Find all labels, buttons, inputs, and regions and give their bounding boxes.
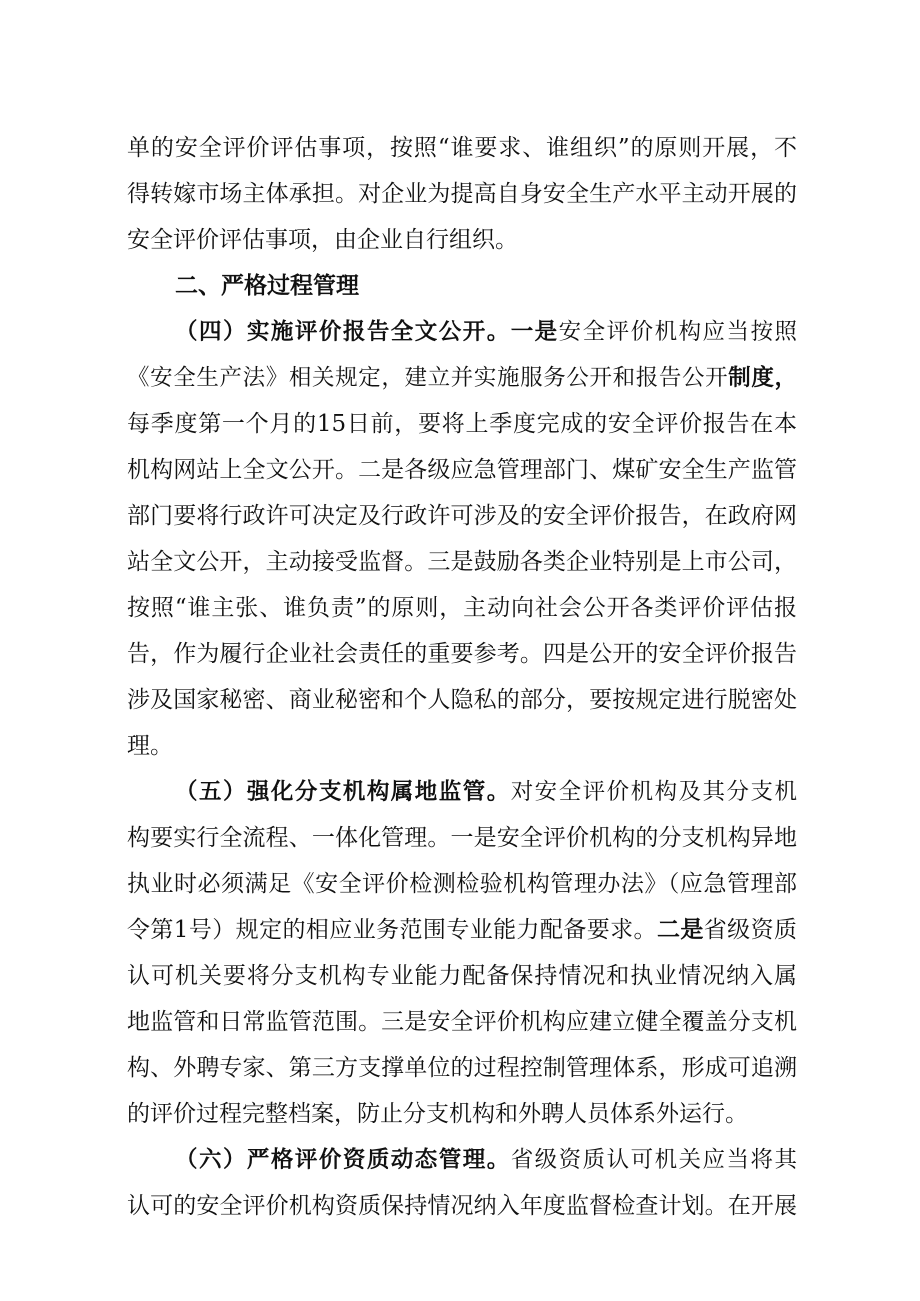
para4-title: （四）实施评价报告全文公开。 — [175, 319, 511, 345]
para5-line-4 — [127, 910, 797, 950]
text-run: 构、外聘专家、第三方支撑单位的过程控制管理体系，形成可追溯 — [127, 1055, 797, 1081]
intro-line-3 — [127, 220, 797, 260]
text-run: 得转嫁市场主体承担。对企业为提高自身安全生产水平主动开展的 — [127, 181, 797, 207]
para4-line-2 — [127, 358, 797, 398]
para4-line-8 — [127, 634, 797, 674]
para5-line-5 — [127, 956, 797, 996]
para5-bold-erce: 二是 — [656, 917, 704, 943]
para5-line-2 — [127, 818, 797, 858]
text-run: 对安全评价机构及其分支机 — [510, 779, 797, 805]
para4-line-5 — [127, 496, 797, 536]
para4-line-10 — [127, 726, 797, 766]
para5-line-6 — [127, 1002, 797, 1042]
para4-line-4 — [127, 450, 797, 490]
text-run: 执业时必须满足《安全评价检测检验机构管理办法》（应急管理部 — [127, 871, 797, 897]
para4-bold-zhidu: 制度， — [728, 365, 797, 391]
text-run: 认可的安全评价机构资质保持情况纳入年度监督检查计划。在开展 — [127, 1193, 797, 1219]
intro-line-1 — [127, 128, 797, 168]
text-run: 《安全生产法》相关规定，建立并实施服务公开和报告公开 — [127, 365, 729, 391]
para4-line-6 — [127, 542, 797, 582]
para5-line-3 — [127, 864, 797, 904]
para6-line-1 — [175, 1140, 797, 1180]
section-heading — [175, 266, 797, 306]
text-run: 地监管和日常监管范围。三是安全评价机构应建立健全覆盖分支机 — [127, 1009, 797, 1035]
text-run: 站全文公开，主动接受监督。三是鼓励各类企业特别是上市公司， — [127, 549, 797, 575]
para4-line-9 — [127, 680, 797, 720]
text-run: 部门要将行政许可决定及行政许可涉及的安全评价报告，在政府网 — [127, 503, 797, 529]
text-run: 涉及国家秘密、商业秘密和个人隐私的部分，要按规定进行脱密处 — [127, 687, 797, 713]
text-run: 令第1号）规定的相应业务范围专业能力配备要求。 — [127, 917, 657, 943]
text-run: 机构网站上全文公开。二是各级应急管理部门、煤矿安全生产监管 — [127, 457, 797, 483]
para6-line-2 — [127, 1186, 797, 1226]
text-run: 理。 — [127, 733, 173, 759]
para4-line-7 — [127, 588, 797, 628]
text-run: 告，作为履行企业社会责任的重要参考。四是公开的安全评价报告 — [127, 641, 797, 667]
text-run: 构要实行全流程、一体化管理。一是安全评价机构的分支机构异地 — [127, 825, 797, 851]
text-run: 单的安全评价评估事项，按照“谁要求、谁组织”的原则开展，不 — [127, 135, 797, 161]
text-run: 每季度第一个月的15日前，要将上季度完成的安全评价报告在本 — [127, 411, 797, 437]
text-run: 省级资质 — [703, 917, 797, 943]
text-run: 按照“谁主张、谁负责”的原则，主动向社会公开各类评价评估报 — [127, 595, 797, 621]
para6-title: （六）严格评价资质动态管理。 — [175, 1147, 511, 1173]
para5-line-7 — [127, 1048, 797, 1088]
text-run: 安全评价评估事项，由企业自行组织。 — [127, 227, 518, 253]
para4-line-1 — [175, 312, 797, 352]
text-run: 安全评价机构应当按照 — [558, 319, 797, 345]
para5-line-8 — [127, 1094, 797, 1134]
heading-text: 二、严格过程管理 — [175, 273, 359, 299]
para5-title: （五）强化分支机构属地监管。 — [175, 779, 511, 805]
para5-line-1 — [175, 772, 797, 812]
para4-line-3 — [127, 404, 797, 444]
text-run: 的评价过程完整档案，防止分支机构和外聘人员体系外运行。 — [127, 1101, 748, 1127]
text-run: 省级资质认可机关应当将其 — [510, 1147, 797, 1173]
para4-lead-bold: 一是 — [510, 319, 559, 345]
text-run: 认可机关要将分支机构专业能力配备保持情况和执业情况纳入属 — [127, 963, 797, 989]
intro-line-2 — [127, 174, 797, 214]
